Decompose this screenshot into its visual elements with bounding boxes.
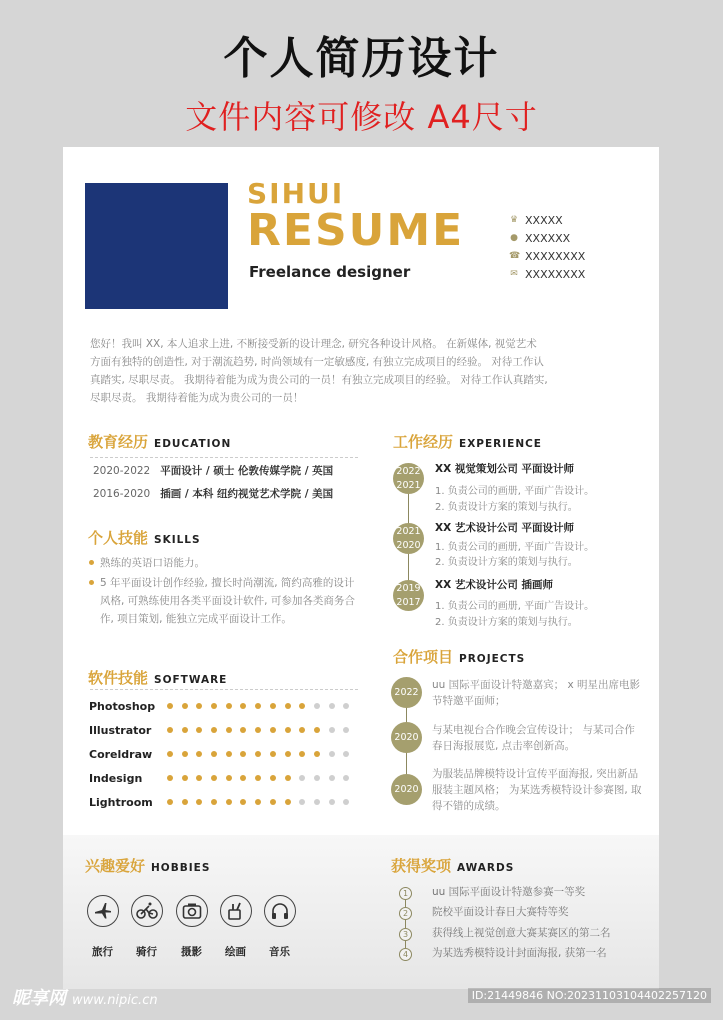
skill-dot-filled — [240, 751, 246, 757]
award-text: uu 国际平面设计特邀参赛一等奖 — [432, 886, 586, 898]
airplane-icon — [87, 895, 119, 927]
education-heading: 教育经历 EDUCATION — [88, 433, 232, 451]
mail-icon: ✉ — [510, 269, 518, 279]
year-badge: 2022 2021 — [393, 463, 424, 494]
skill-dot-filled — [285, 703, 291, 709]
skill-dot-empty — [343, 799, 349, 805]
contact-list — [509, 211, 585, 283]
skill-dot-empty — [329, 703, 335, 709]
software-row: Photoshop — [89, 697, 358, 715]
skill-dot-filled — [240, 727, 246, 733]
award-text: 为某选秀模特设计封面海报, 获第一名 — [432, 947, 607, 959]
skill-dot-filled — [196, 775, 202, 781]
skill-level-dots — [167, 775, 358, 781]
skill-dot-filled — [240, 775, 246, 781]
skill-dot-filled — [255, 751, 261, 757]
skill-dot-filled — [182, 799, 188, 805]
skill-dot-filled — [270, 703, 276, 709]
contact-item: ☎ XXXXXXXX — [509, 249, 586, 263]
year-badge: 2020 — [391, 722, 422, 753]
year-badge: 2021 2020 — [393, 523, 424, 554]
skill-dot-filled — [167, 799, 173, 805]
bottom-panel — [63, 835, 659, 989]
skill-dot-empty — [343, 751, 349, 757]
image-id-watermark: ID:21449846 NO:20231103104402257120 — [468, 988, 711, 1003]
headphones-icon — [264, 895, 296, 927]
skill-dot-filled — [196, 703, 202, 709]
contact-item: ● XXXXXX — [510, 231, 571, 245]
software-row: Coreldraw — [89, 745, 358, 763]
site-watermark: 昵享网 www.nipic.cn — [12, 988, 158, 1009]
skill-dot-filled — [285, 775, 291, 781]
skill-dot-empty — [343, 727, 349, 733]
divider — [90, 457, 358, 458]
software-heading: 软件技能 SOFTWARE — [88, 669, 228, 687]
skill-dot-filled — [255, 727, 261, 733]
job-duty: 1. 负责公司的画册, 平面广告设计。 — [435, 542, 595, 553]
job-duty: 2. 负责设计方案的策划与执行。 — [435, 557, 578, 568]
skill-dot-filled — [285, 727, 291, 733]
hobby-label: 骑行 — [136, 946, 157, 958]
skill-dot-filled — [226, 703, 232, 709]
skill-dot-filled — [299, 751, 305, 757]
skills-list — [88, 554, 363, 630]
hobby-label: 绘画 — [225, 946, 246, 958]
software-row: Lightroom — [89, 793, 358, 811]
skill-dot-filled — [285, 799, 291, 805]
skill-dot-filled — [211, 775, 217, 781]
skill-dot-filled — [226, 727, 232, 733]
project-text: 与某电视台合作晚会宣传设计； 与某司合作春日海报展览, 点击率创新高。 — [432, 724, 635, 752]
skill-dot-filled — [182, 727, 188, 733]
skill-level-dots — [167, 703, 358, 709]
skill-dot-filled — [299, 703, 305, 709]
award-text: 院校平面设计春日大赛特等奖 — [432, 906, 569, 918]
job-title: XX 视觉策划公司 平面设计师 — [435, 463, 575, 475]
skill-dot-empty — [299, 799, 305, 805]
location-icon: ● — [510, 233, 518, 243]
divider — [90, 689, 358, 690]
hobby-label: 摄影 — [181, 946, 202, 958]
skill-level-dots — [167, 799, 358, 805]
skill-dot-empty — [314, 775, 320, 781]
project-text: uu 国际平面设计特邀嘉宾； x 明星出席电影节特邀平面师； — [432, 679, 641, 707]
resume-heading: RESUME — [247, 205, 465, 256]
skill-dot-filled — [255, 703, 261, 709]
job-duty: 1. 负责公司的画册, 平面广告设计。 — [435, 486, 595, 497]
skill-dot-filled — [211, 703, 217, 709]
award-text: 获得线上视觉创意大赛某赛区的第二名 — [432, 927, 611, 939]
skill-dot-empty — [329, 775, 335, 781]
hobby-label: 音乐 — [269, 946, 290, 958]
camera-icon — [176, 895, 208, 927]
award-number: 4 — [399, 948, 412, 961]
page-subtitle: 文件内容可修改 A4尺寸 — [185, 98, 538, 136]
skill-dot-empty — [329, 751, 335, 757]
year-badge: 2022 — [391, 677, 422, 708]
bicycle-icon — [131, 895, 163, 927]
projects-heading: 合作项目 PROJECTS — [393, 648, 526, 666]
skill-item: 5 年平面设计创作经验, 擅长时尚潮流, 简约高雅的设计风格, 可熟练使用各类平面设计软件, 可参加各类商务合作, 项目策划, 能独立完成平面设计工作。 — [88, 574, 363, 628]
skill-dot-filled — [167, 751, 173, 757]
skill-dot-empty — [299, 775, 305, 781]
skill-dot-filled — [167, 775, 173, 781]
award-number: 3 — [399, 928, 412, 941]
resume-page — [63, 147, 659, 989]
skill-dot-filled — [314, 751, 320, 757]
skill-dot-filled — [196, 799, 202, 805]
resume-name: SIHUI — [247, 177, 345, 210]
skill-item: 熟练的英语口语能力。 — [88, 554, 363, 572]
intro-paragraph: 您好！我叫 XX, 本人追求上进, 不断接受新的设计理念, 研究各种设计风格。 在新媒体, 视觉艺术 方面有独特的创造性, 对于潮流趋势, 时尚领域有一定敏感度, 有独立完成项目的经验。 对待工作认 真踏实, 尽职尽责。 我期待着能为成为贵公司的一员！有独立完成项目的经验。 对待工作认真踏实, 尽职尽责。 我期待着能为成为贵公司的一员！ — [90, 338, 548, 404]
photo-placeholder — [85, 183, 228, 309]
skill-dot-filled — [314, 727, 320, 733]
year-badge: 2019 2017 — [393, 580, 424, 611]
skill-dot-filled — [270, 751, 276, 757]
skills-heading: 个人技能 SKILLS — [88, 529, 201, 547]
skill-dot-filled — [167, 727, 173, 733]
skill-dot-empty — [329, 799, 335, 805]
skill-dot-filled — [182, 703, 188, 709]
skill-dot-empty — [343, 775, 349, 781]
skill-dot-filled — [167, 703, 173, 709]
skill-dot-filled — [270, 799, 276, 805]
skill-dot-filled — [299, 727, 305, 733]
contact-item: ✉ XXXXXXXX — [510, 267, 586, 281]
skill-dot-filled — [226, 799, 232, 805]
skill-dot-filled — [240, 703, 246, 709]
skill-dot-filled — [255, 799, 261, 805]
skill-dot-filled — [226, 751, 232, 757]
hobbies-heading: 兴趣爱好 HOBBIES — [85, 857, 211, 875]
job-duty: 1. 负责公司的画册, 平面广告设计。 — [435, 601, 595, 612]
crown-icon: ♛ — [509, 215, 519, 225]
hobby-label: 旅行 — [92, 946, 113, 958]
education-row: 2016-2020 插画 / 本科 纽约视觉艺术学院 / 美国 — [93, 488, 334, 500]
skill-dot-filled — [255, 775, 261, 781]
paintbrush-icon — [220, 895, 252, 927]
skill-dot-filled — [285, 751, 291, 757]
skill-dot-filled — [196, 751, 202, 757]
skill-dot-filled — [182, 775, 188, 781]
job-title: XX 艺术设计公司 插画师 — [435, 579, 554, 591]
year-badge: 2020 — [391, 774, 422, 805]
skill-dot-empty — [314, 799, 320, 805]
skill-dot-filled — [211, 799, 217, 805]
contact-item: ♛ XXXXX — [509, 213, 563, 227]
skill-dot-empty — [329, 727, 335, 733]
job-duty: 2. 负责设计方案的策划与执行。 — [435, 617, 578, 628]
phone-icon: ☎ — [509, 251, 521, 261]
job-title: XX 艺术设计公司 平面设计师 — [435, 522, 575, 534]
skill-dot-filled — [196, 727, 202, 733]
skill-dot-filled — [211, 727, 217, 733]
resume-role: Freelance designer — [249, 263, 411, 281]
software-row: Illustrator — [89, 721, 358, 739]
skill-dot-filled — [270, 727, 276, 733]
skill-level-dots — [167, 751, 358, 757]
skill-dot-filled — [182, 751, 188, 757]
project-text: 为服装品牌模特设计宣传平面海报, 突出新品服装主题风格； 为某选秀模特设计参赛图, 取得不错的成绩。 — [432, 768, 642, 812]
job-duty: 2. 负责设计方案的策划与执行。 — [435, 502, 578, 513]
education-row: 2020-2022 平面设计 / 硕士 伦敦传媒学院 / 英国 — [93, 465, 334, 477]
skill-dot-filled — [226, 775, 232, 781]
award-number: 1 — [399, 887, 412, 900]
page-title: 个人简历设计 — [223, 33, 500, 84]
awards-heading: 获得奖项 AWARDS — [391, 857, 515, 875]
skill-level-dots — [167, 727, 358, 733]
skill-dot-filled — [211, 751, 217, 757]
skill-dot-empty — [314, 703, 320, 709]
experience-heading: 工作经历 EXPERIENCE — [393, 433, 542, 451]
skill-dot-filled — [270, 775, 276, 781]
software-row: Indesign — [89, 769, 358, 787]
skill-dot-empty — [343, 703, 349, 709]
skill-dot-filled — [240, 799, 246, 805]
award-number: 2 — [399, 907, 412, 920]
